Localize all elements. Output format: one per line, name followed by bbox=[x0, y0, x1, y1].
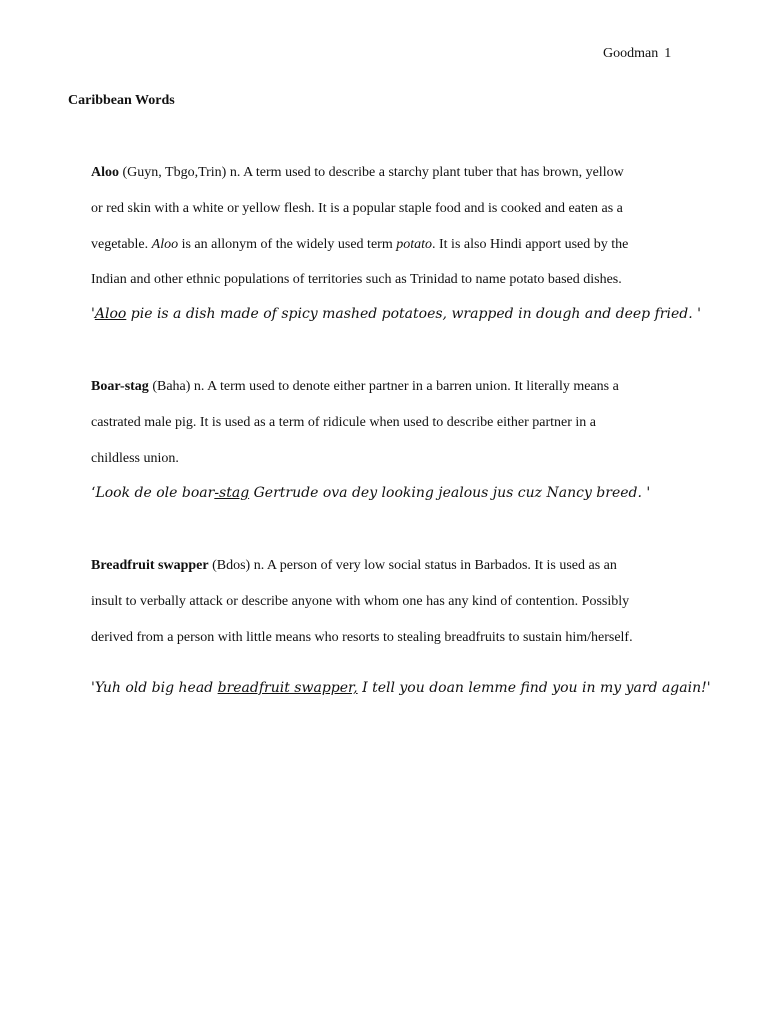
entry-breadfruit-swapper bbox=[91, 548, 691, 655]
entry-term: Boar-stag bbox=[91, 379, 149, 394]
entry-line bbox=[91, 369, 691, 405]
entry-boar-stag bbox=[91, 369, 691, 476]
entry-italic-term: potato bbox=[396, 236, 432, 252]
entry-text: is an allonym of the widely used term bbox=[178, 236, 397, 252]
example-text: Look de ole boar bbox=[95, 485, 215, 501]
example-text: I tell you doan lemme find you in my yard again! bbox=[357, 680, 707, 696]
page-header bbox=[603, 46, 671, 62]
page-number: 1 bbox=[664, 46, 672, 61]
document-title: Caribbean Words bbox=[68, 93, 175, 108]
example-breadfruit-swapper bbox=[91, 680, 711, 696]
quote-open: ‘ bbox=[91, 485, 96, 501]
quote-close: ' bbox=[641, 485, 651, 501]
entry-line: childless union. bbox=[91, 450, 179, 466]
entry-line: insult to verbally attack or describe anyone with whom one has any kind of contention. Possibly bbox=[91, 593, 630, 609]
example-aloo bbox=[91, 306, 701, 322]
quote-close: ' bbox=[706, 680, 711, 696]
entry-term: Aloo bbox=[91, 165, 119, 180]
entry-line: castrated male pig. It is used as a term of ridicule when used to describe either partner in a bbox=[91, 414, 596, 430]
entry-text: (Bdos) n. A person of very low social status in Barbados. It is used as an bbox=[208, 558, 617, 573]
entry-text: (Baha) n. A term used to denote either partner in a barren union. It literally means a bbox=[148, 379, 619, 394]
example-text: Yuh old big head bbox=[94, 680, 218, 696]
entry-line bbox=[91, 155, 691, 191]
example-text: pie is a dish made of spicy mashed potatoes, wrapped in dough and deep fried. bbox=[126, 306, 693, 322]
quote-open: ' bbox=[91, 306, 95, 322]
quote-close: ' bbox=[692, 306, 701, 322]
entry-line: or red skin with a white or yellow flesh. It is a popular staple food and is cooked and eaten as a bbox=[91, 200, 623, 216]
entry-line bbox=[91, 227, 691, 263]
example-underlined: breadfruit swapper, bbox=[217, 680, 358, 696]
entry-line: Indian and other ethnic populations of territories such as Trinidad to name potato based dishes. bbox=[91, 272, 622, 288]
quote-open: ' bbox=[91, 680, 95, 696]
example-underlined: Aloo bbox=[94, 306, 127, 322]
author-name: Goodman bbox=[603, 46, 659, 61]
entry-text: vegetable. bbox=[91, 236, 152, 252]
entry-text: . It is also Hindi apport used by the bbox=[432, 236, 629, 252]
example-text: Gertrude ova dey looking jealous jus cuz Nancy breed. bbox=[249, 485, 642, 501]
entry-aloo bbox=[91, 155, 691, 298]
entry-text: (Guyn, Tbgo,Trin) n. A term used to describe a starchy plant tuber that has brown, yellow bbox=[119, 165, 624, 180]
entry-term: Breadfruit swapper bbox=[91, 558, 209, 573]
example-boar-stag bbox=[91, 485, 650, 501]
example-underlined: -stag bbox=[214, 485, 250, 501]
entry-line bbox=[91, 548, 691, 584]
entry-line: derived from a person with little means who resorts to stealing breadfruits to sustain him/herself. bbox=[91, 629, 633, 645]
entry-italic-term: Aloo bbox=[151, 236, 179, 252]
